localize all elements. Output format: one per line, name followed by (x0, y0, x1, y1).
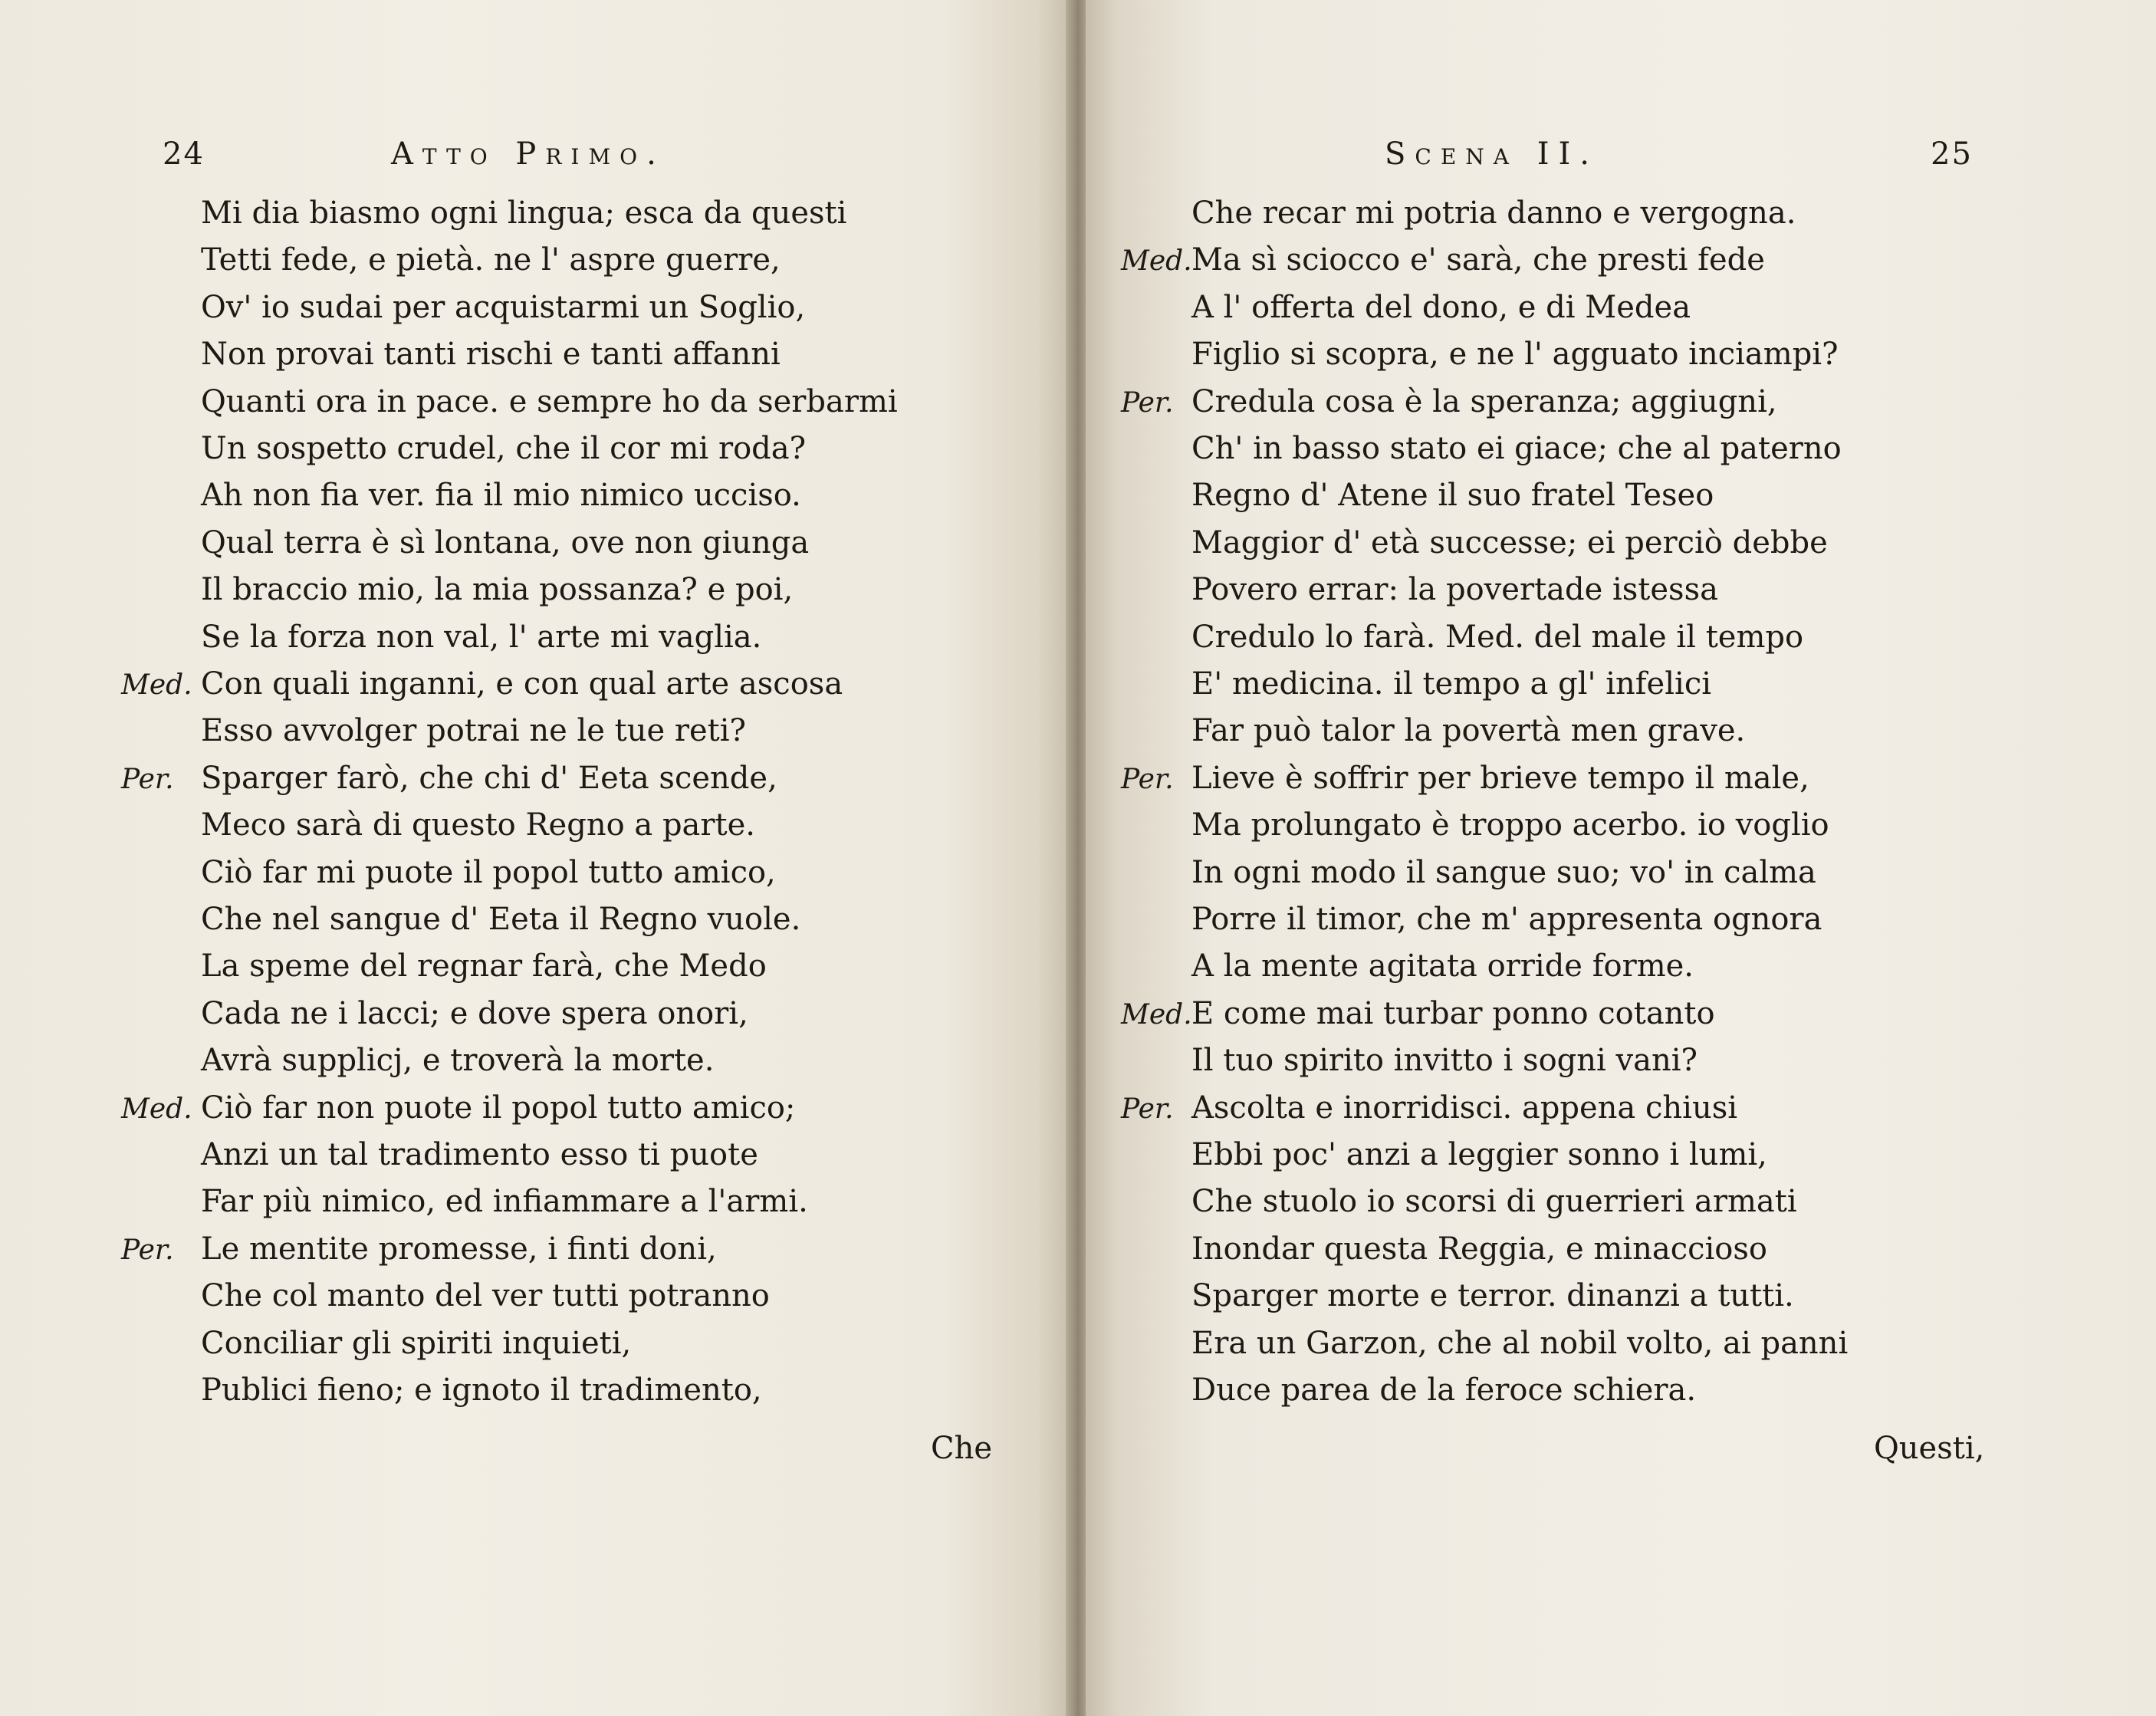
verse-line: Credulo lo farà. Med. del male il tempo (1191, 620, 1804, 655)
verse-line: Povero errar: la povertade istessa (1191, 572, 1718, 607)
verse-line: Non provai tanti rischi e tanti affanni (201, 337, 781, 372)
verse-line: Publici fieno; e ignoto il tradimento, (201, 1372, 762, 1408)
verse-line: Se la forza non val, l' arte mi vaglia. (201, 620, 762, 655)
speaker-label: Per. (1121, 764, 1174, 795)
verse-line: Ascolta e inorridisci. appena chiusi (1191, 1090, 1738, 1126)
left-page (0, 0, 1070, 1716)
verse-line: Figlio si scopra, e ne l' agguato inciampi? (1191, 337, 1839, 372)
verse-line: Lieve è soffrir per brieve tempo il male, (1191, 761, 1809, 796)
speaker-label: Per. (1121, 387, 1174, 419)
verse-line: A la mente agitata orride forme. (1191, 948, 1694, 984)
verse-line: Duce parea de la feroce schiera. (1191, 1372, 1697, 1408)
verse-line: Avrà supplicj, e troverà la morte. (201, 1043, 715, 1078)
verse-line: Il tuo spirito invitto i sogni vani? (1191, 1043, 1698, 1078)
verse-line: Quanti ora in pace. e sempre ho da serbarmi (201, 384, 898, 419)
verse-line: Tetti fede, e pietà. ne l' aspre guerre, (201, 242, 781, 278)
verse-line: E' medicina. il tempo a gl' infelici (1191, 666, 1712, 702)
right-page-number: 25 (1931, 136, 1973, 172)
verse-line: Ma prolungato è troppo acerbo. io voglio (1191, 807, 1829, 843)
left-catchword: Che (931, 1431, 993, 1466)
speaker-label: Per. (121, 1234, 174, 1266)
verse-line: Un sospetto crudel, che il cor mi roda? (201, 431, 807, 466)
verse-line: Esso avvolger potrai ne le tue reti? (201, 713, 746, 748)
verse-line: Far più nimico, ed infiammare a l'armi. (201, 1184, 808, 1219)
verse-line: Il braccio mio, la mia possanza? e poi, (201, 572, 794, 607)
verse-line: Ebbi poc' anzi a leggier sonno i lumi, (1191, 1137, 1767, 1172)
speaker-label: Per. (121, 764, 174, 795)
verse-line: E come mai turbar ponno cotanto (1191, 996, 1715, 1031)
verse-line: Le mentite promesse, i finti doni, (201, 1231, 717, 1267)
verse-line: Far può talor la povertà men grave. (1191, 713, 1746, 748)
verse-line: Regno d' Atene il suo fratel Teseo (1191, 478, 1714, 513)
verse-line: Ch' in basso stato ei giace; che al paterno (1191, 431, 1842, 466)
speaker-label: Med. (1121, 999, 1192, 1031)
speaker-label: Med. (121, 1093, 192, 1125)
right-running-title: Scena II. (1385, 136, 1599, 172)
verse-line: Ah non fia ver. fia il mio nimico ucciso. (201, 478, 801, 513)
verse-line: Maggior d' età successe; ei perciò debbe (1191, 525, 1828, 560)
verse-line: Porre il timor, che m' appresenta ognora (1191, 902, 1822, 937)
verse-line: Conciliar gli spiriti inquieti, (201, 1326, 632, 1361)
verse-line: Era un Garzon, che al nobil volto, ai panni (1191, 1326, 1849, 1361)
left-page-number: 24 (163, 136, 205, 172)
speaker-label: Per. (1121, 1093, 1174, 1125)
verse-line: Che col manto del ver tutti potranno (201, 1278, 770, 1313)
verse-line: In ogni modo il sangue suo; vo' in calma (1191, 855, 1816, 890)
verse-line: Ciò far mi puote il popol tutto amico, (201, 855, 776, 890)
right-catchword: Questi, (1874, 1431, 1985, 1466)
verse-line: Che stuolo io scorsi di guerrieri armati (1191, 1184, 1797, 1219)
verse-line: Ciò far non puote il popol tutto amico; (201, 1090, 796, 1126)
right-page (1086, 0, 2156, 1716)
verse-line: Ma sì sciocco e' sarà, che presti fede (1191, 242, 1765, 278)
verse-line: Inondar questa Reggia, e minaccioso (1191, 1231, 1767, 1267)
verse-line: Ov' io sudai per acquistarmi un Soglio, (201, 290, 806, 325)
speaker-label: Med. (121, 669, 192, 701)
verse-line: Con quali inganni, e con qual arte ascosa (201, 666, 843, 702)
verse-line: Sparger farò, che chi d' Eeta scende, (201, 761, 777, 796)
verse-line: Sparger morte e terror. dinanzi a tutti. (1191, 1278, 1794, 1313)
verse-line: Che recar mi potria danno e vergogna. (1191, 196, 1796, 231)
verse-line: Meco sarà di questo Regno a parte. (201, 807, 755, 843)
speaker-label: Med. (1121, 245, 1192, 277)
verse-line: A l' offerta del dono, e di Medea (1191, 290, 1691, 325)
verse-line: Credula cosa è la speranza; aggiugni, (1191, 384, 1777, 419)
verse-line: Cada ne i lacci; e dove spera onori, (201, 996, 748, 1031)
verse-line: La speme del regnar farà, che Medo (201, 948, 767, 984)
left-running-title: Atto Primo. (391, 136, 666, 172)
verse-line: Che nel sangue d' Eeta il Regno vuole. (201, 902, 801, 937)
verse-line: Qual terra è sì lontana, ove non giunga (201, 525, 810, 560)
verse-line: Anzi un tal tradimento esso ti puote (201, 1137, 758, 1172)
verse-line: Mi dia biasmo ogni lingua; esca da questi (201, 196, 847, 231)
